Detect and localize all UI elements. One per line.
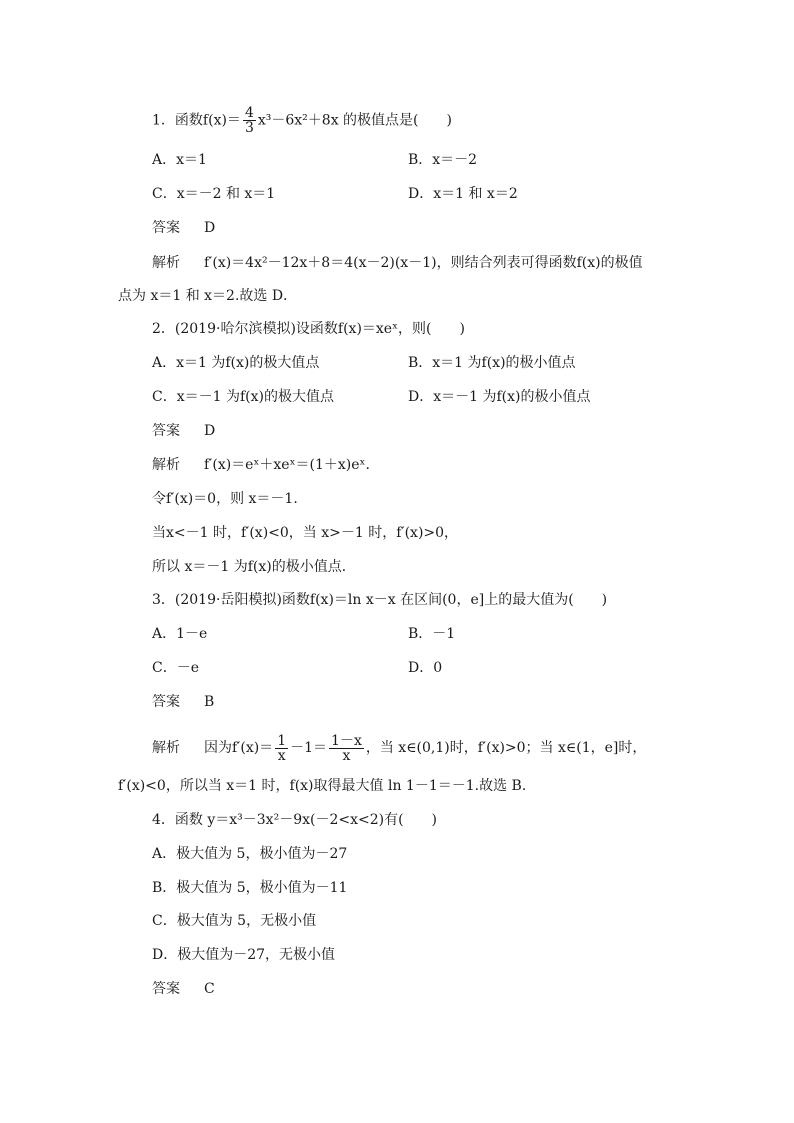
q1-option-d: D．x＝1 和 x＝2 [408,186,518,202]
question-4-stem: 4．函数 y＝x³－3x²－9x(－2<x<2)有( ) [152,812,438,828]
q1-function-name: f(x)＝ [202,112,241,129]
answer-value: B [204,694,215,710]
q1-option-b: B．x＝－2 [408,152,478,168]
answer-label: 答案 [152,423,180,439]
q4-answer [152,979,215,999]
question-3-stem: 3．(2019·岳阳模拟)函数f(x)＝ln x－x 在区间(0，e]上的最大值为( ) [152,592,608,608]
q1-stem-suffix: 的极值点是( ) [343,112,452,129]
q3-analysis-middle: －1＝ [290,740,328,756]
q1-fraction [243,106,256,135]
q3-fraction-2-denominator: x [342,747,351,764]
q3-fraction-2 [329,734,364,763]
q3-answer [152,692,214,712]
analysis-text: f′(x)＝4x²－12x＋8＝4(x－2)(x－1)，则结合列表可得函数f(x)的极值 [204,255,643,271]
analysis-label: 解析 [152,255,180,271]
q1-analysis-line-2: 点为 x＝1 和 x＝2.故选 D． [118,288,298,304]
q1-expression: x³－6x²＋8x [257,112,339,129]
q1-analysis-line-1 [152,253,643,273]
q3-analysis-line-2: f′(x)<0，所以当 x＝1 时，f(x)取得最大值 ln 1－1＝－1.故选 B． [118,778,536,794]
q2-option-d: D．x＝－1 为f(x)的极小值点 [408,389,591,405]
q3-fraction-1-denominator: x [277,747,286,764]
q2-analysis-line-2: 令f′(x)＝0，则 x＝－1. [152,491,298,507]
question-2-stem: 2．(2019·哈尔滨模拟)设函数f(x)＝xeˣ，则( ) [152,321,465,337]
q3-option-c: C．－e [152,660,199,676]
analysis-text: f′(x)＝eˣ＋xeˣ＝(1＋x)eˣ. [204,457,370,473]
q1-fraction-numerator: 4 [244,105,254,121]
q1-stem-prefix: 1．函数 [152,112,203,129]
analysis-label: 解析 [152,740,180,756]
q1-fraction-denominator: 3 [244,120,254,136]
q3-fraction-1-numerator: 1 [277,732,287,749]
q3-fraction-1 [275,734,288,763]
q3-analysis-suffix: ，当 x∈(0,1)时，f′(x)>0；当 x∈(1，e]时， [365,740,647,756]
q3-option-a: A．1－e [152,626,208,642]
q3-fraction-2-numerator: 1－x [331,732,362,749]
answer-value: C [204,981,215,997]
answer-value: D [204,423,216,439]
answer-label: 答案 [152,981,180,997]
q2-answer [152,421,215,441]
q4-option-d: D．极大值为－27，无极小值 [152,947,336,963]
analysis-label: 解析 [152,457,180,473]
q3-option-d: D．0 [408,660,443,676]
q4-option-a: A．极大值为 5，极小值为－27 [152,846,348,862]
q4-option-b: B．极大值为 5，极小值为－11 [152,880,348,896]
answer-label: 答案 [152,220,180,236]
question-1-stem [152,105,452,136]
answer-value: D [204,220,216,236]
q2-option-b: B．x＝1 为f(x)的极小值点 [408,355,576,371]
q2-option-a: A．x＝1 为f(x)的极大值点 [152,355,320,371]
q2-analysis-line-4: 所以 x＝－1 为f(x)的极小值点． [152,559,356,575]
q2-option-c: C．x＝－1 为f(x)的极大值点 [152,389,334,405]
answer-label: 答案 [152,694,180,710]
q3-analysis-prefix: 因为f′(x)＝ [204,740,274,756]
q3-analysis-line-1 [152,732,646,764]
q2-analysis-line-1 [152,455,370,475]
q2-analysis-line-3: 当x<－1 时，f′(x)<0，当 x>－1 时，f′(x)>0， [152,525,459,541]
q1-option-a: A．x＝1 [152,152,207,168]
q1-option-c: C．x＝－2 和 x＝1 [152,186,276,202]
q3-option-b: B．－1 [408,626,456,642]
q4-option-c: C．极大值为 5，无极小值 [152,913,317,929]
q1-answer [152,218,215,238]
